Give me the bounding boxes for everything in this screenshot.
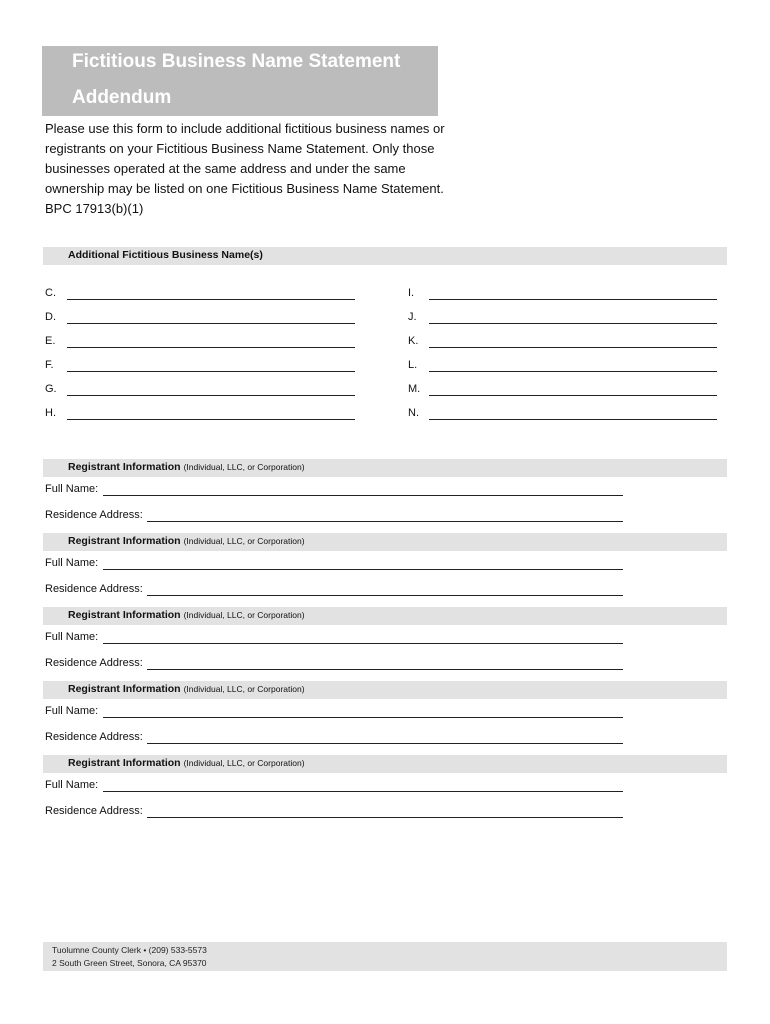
business-name-line[interactable] [67,299,355,300]
footer-contact-box [43,942,727,971]
registrant-heading [68,683,305,695]
full-name-label: Full Name: [45,631,99,643]
instructions-line: registrants on your Fictitious Business Name Statement. Only those [45,141,435,156]
registrant-subheading: (Individual, LLC, or Corporation) [183,462,305,472]
form-title-line-2: Addendum [72,87,172,108]
additional-names-header [43,247,727,265]
full-name-label: Full Name: [45,779,99,791]
form-title-line-1: Fictitious Business Name Statement [72,51,401,72]
business-name-line[interactable] [67,419,355,420]
full-name-line[interactable] [103,569,623,570]
residence-address-label: Residence Address: [45,657,143,669]
row-letter: L. [408,359,418,371]
registrant-heading-text: Registrant Information [68,609,181,621]
registrant-2-header [43,533,727,551]
residence-address-line[interactable] [147,521,623,522]
registrant-subheading: (Individual, LLC, or Corporation) [183,610,305,620]
residence-address-line[interactable] [147,669,623,670]
instructions-line: Please use this form to include additional fictitious business names or [45,121,445,136]
registrant-3-header [43,607,727,625]
residence-address-line[interactable] [147,595,623,596]
footer-address: 2 South Green Street, Sonora, CA 95370 [52,958,207,968]
business-name-line[interactable] [429,371,717,372]
registrant-heading [68,609,305,621]
residence-address-label: Residence Address: [45,805,143,817]
registrant-5-header [43,755,727,773]
residence-address-label: Residence Address: [45,731,143,743]
additional-names-heading: Additional Fictitious Business Name(s) [68,249,263,261]
business-name-line[interactable] [429,347,717,348]
business-name-line[interactable] [67,347,355,348]
registrant-heading-text: Registrant Information [68,535,181,547]
row-letter: M. [408,383,421,395]
row-letter: J. [408,311,417,323]
registrant-subheading: (Individual, LLC, or Corporation) [183,684,305,694]
registrant-subheading: (Individual, LLC, or Corporation) [183,536,305,546]
instructions-line: BPC 17913(b)(1) [45,201,144,216]
row-letter: E. [45,335,56,347]
registrant-subheading: (Individual, LLC, or Corporation) [183,758,305,768]
form-title-box [42,46,438,116]
row-letter: G. [45,383,57,395]
business-name-line[interactable] [67,323,355,324]
full-name-label: Full Name: [45,705,99,717]
residence-address-label: Residence Address: [45,583,143,595]
full-name-line[interactable] [103,495,623,496]
row-letter: C. [45,287,56,299]
instructions-line: ownership may be listed on one Fictitious Business Name Statement. [45,181,444,196]
residence-address-line[interactable] [147,817,623,818]
registrant-4-header [43,681,727,699]
business-name-line[interactable] [429,419,717,420]
row-letter: F. [45,359,54,371]
registrant-heading [68,461,305,473]
registrant-1-header [43,459,727,477]
instructions-paragraph [45,119,445,219]
business-name-line[interactable] [67,395,355,396]
business-name-line[interactable] [67,371,355,372]
full-name-label: Full Name: [45,557,99,569]
residence-address-line[interactable] [147,743,623,744]
row-letter: K. [408,335,419,347]
row-letter: N. [408,407,419,419]
registrant-heading-text: Registrant Information [68,461,181,473]
row-letter: I. [408,287,415,299]
registrant-heading-text: Registrant Information [68,683,181,695]
full-name-line[interactable] [103,717,623,718]
registrant-heading-text: Registrant Information [68,757,181,769]
full-name-line[interactable] [103,791,623,792]
full-name-label: Full Name: [45,483,99,495]
registrant-heading [68,535,305,547]
registrant-heading [68,757,305,769]
row-letter: D. [45,311,56,323]
business-name-line[interactable] [429,395,717,396]
business-name-line[interactable] [429,323,717,324]
full-name-line[interactable] [103,643,623,644]
footer-office-phone: Tuolumne County Clerk • (209) 533-5573 [52,945,207,955]
row-letter: H. [45,407,56,419]
business-name-line[interactable] [429,299,717,300]
instructions-line: businesses operated at the same address and under the same [45,161,406,176]
residence-address-label: Residence Address: [45,509,143,521]
